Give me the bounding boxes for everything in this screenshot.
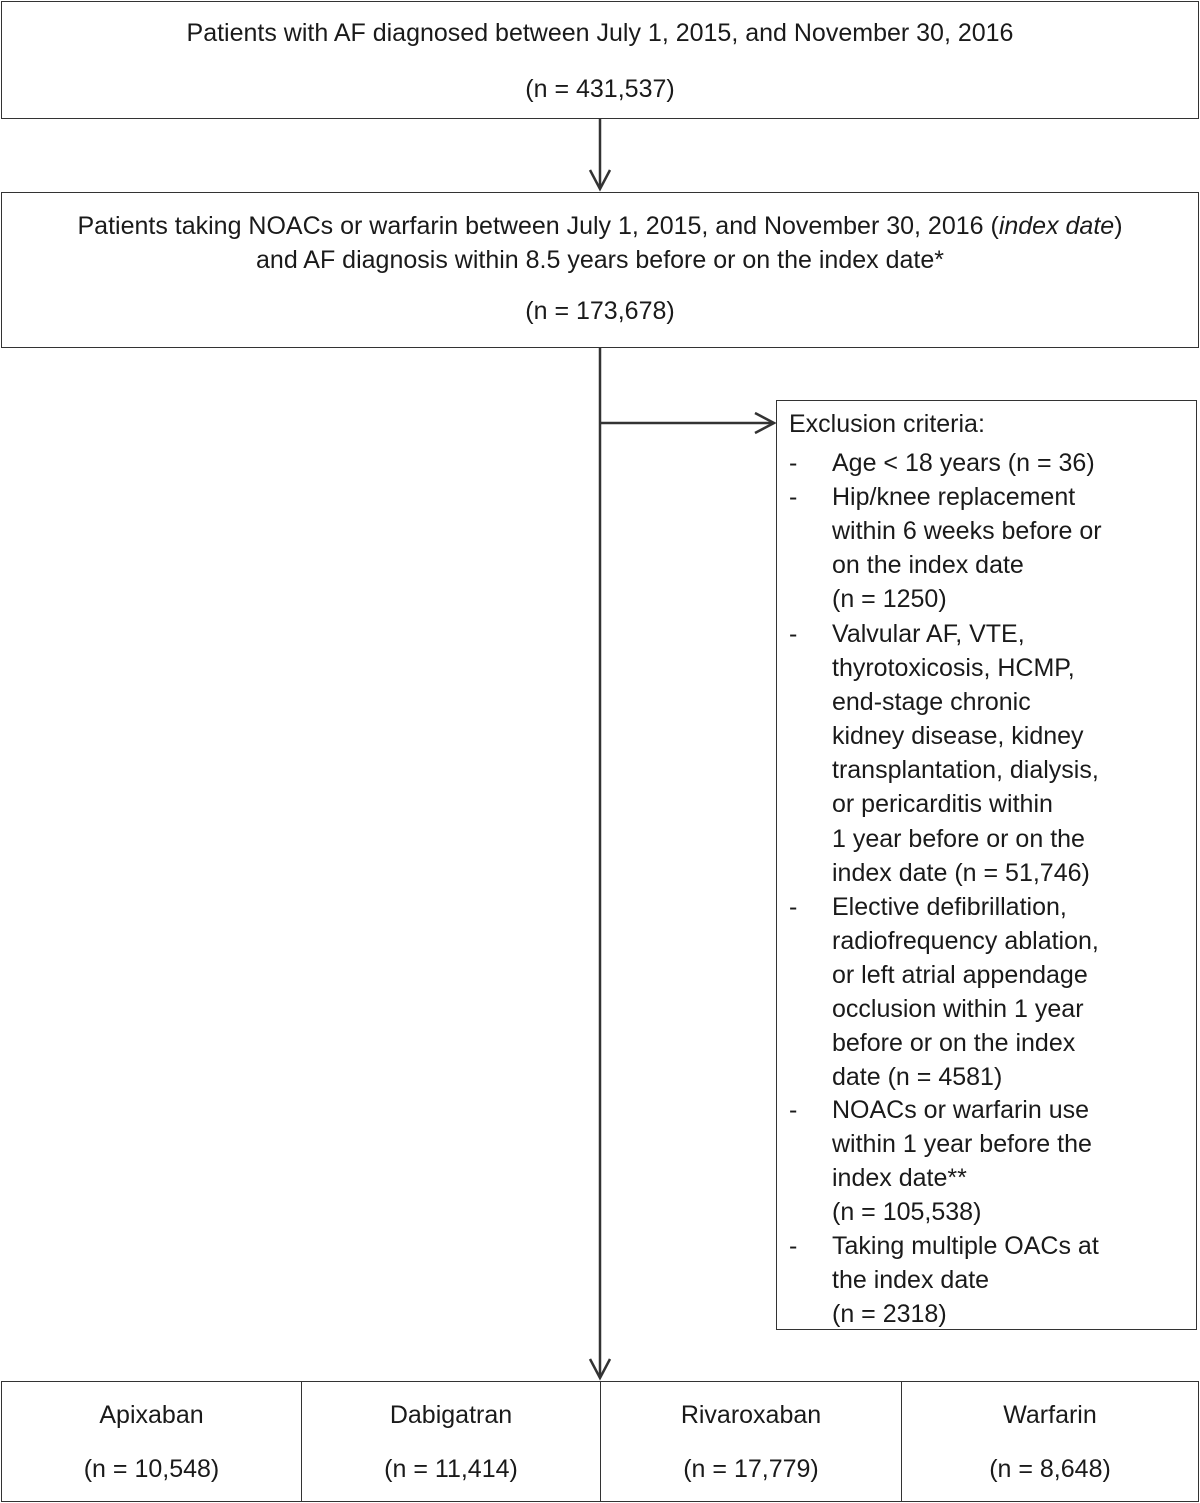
exclusion-line: index date** bbox=[832, 1164, 967, 1193]
exclusion-line: transplantation, dialysis, bbox=[832, 756, 1099, 785]
group-name: Apixaban bbox=[99, 1401, 204, 1429]
exclusion-line: thyrotoxicosis, HCMP, bbox=[832, 654, 1075, 683]
group-name: Rivaroxaban bbox=[680, 1401, 822, 1429]
exclusion-criteria-box bbox=[776, 400, 1197, 1330]
exclusion-bullet: - bbox=[789, 1096, 798, 1124]
arrowhead-groups bbox=[590, 1359, 610, 1378]
exclusion-item-text bbox=[832, 480, 1102, 616]
exclusion-item-text bbox=[832, 1229, 1099, 1331]
arrowhead-box2 bbox=[590, 170, 610, 189]
exclusion-line: within 6 weeks before or bbox=[832, 517, 1102, 546]
index-date-term: index date bbox=[998, 212, 1115, 240]
exclusion-line: on the index date bbox=[832, 551, 1024, 580]
anticoagulant-users-label-line2: and AF diagnosis within 8.5 years before or on the index date* bbox=[256, 246, 944, 274]
exclusion-line: Elective defibrillation, bbox=[832, 893, 1067, 921]
exclusion-line: NOACs or warfarin use bbox=[832, 1096, 1090, 1124]
initial-population-label: Patients with AF diagnosed between July 1, 2015, and November 30, 2016 bbox=[186, 19, 1014, 47]
exclusion-line: Valvular AF, VTE, bbox=[832, 620, 1025, 648]
group-count: (n = 11,414) bbox=[384, 1455, 518, 1483]
exclusion-bullet: - bbox=[789, 620, 798, 648]
initial-population-count: (n = 431,537) bbox=[525, 75, 675, 103]
exclusion-line: Hip/knee replacement bbox=[832, 483, 1076, 511]
group-rivaroxaban bbox=[601, 1382, 901, 1501]
exclusion-line: end-stage chronic bbox=[832, 688, 1031, 717]
group-name: Dabigatran bbox=[389, 1401, 513, 1429]
exclusion-bullet: - bbox=[789, 449, 798, 477]
exclusion-line: (n = 2318) bbox=[832, 1300, 947, 1329]
exclusion-item-text bbox=[832, 1093, 1092, 1229]
exclusion-line: (n = 105,538) bbox=[832, 1198, 982, 1227]
anticoagulant-users-label-part2: ) bbox=[1114, 212, 1123, 240]
treatment-groups-box bbox=[1, 1381, 1199, 1502]
group-count: (n = 10,548) bbox=[83, 1455, 220, 1483]
exclusion-item-text bbox=[832, 446, 1095, 480]
initial-population-box bbox=[1, 1, 1199, 119]
exclusion-bullet: - bbox=[789, 483, 798, 511]
exclusion-line: or pericarditis within bbox=[832, 790, 1053, 819]
exclusion-bullet: - bbox=[789, 893, 798, 921]
exclusion-line: or left atrial appendage bbox=[832, 961, 1088, 990]
exclusion-line: radiofrequency ablation, bbox=[832, 927, 1099, 956]
exclusion-line: before or on the index bbox=[832, 1029, 1076, 1058]
exclusion-line: Taking multiple OACs at bbox=[832, 1232, 1099, 1260]
group-count: (n = 8,648) bbox=[989, 1455, 1111, 1483]
exclusion-line: index date (n = 51,746) bbox=[832, 858, 1090, 887]
anticoagulant-users-label-line1 bbox=[2, 209, 1198, 243]
group-apixaban bbox=[2, 1382, 301, 1501]
exclusion-line: within 1 year before the bbox=[832, 1130, 1092, 1159]
exclusion-item-text bbox=[832, 617, 1099, 890]
group-warfarin bbox=[902, 1382, 1198, 1501]
exclusion-line: date (n = 4581) bbox=[832, 1063, 1003, 1092]
exclusion-item-text bbox=[832, 890, 1099, 1095]
exclusion-line: (n = 1250) bbox=[832, 585, 947, 614]
anticoagulant-users-label-part1: Patients taking NOACs or warfarin between July 1, 2015, and November 30, 2016 ( bbox=[77, 212, 999, 240]
arrowhead-exclusion bbox=[755, 413, 774, 433]
exclusion-criteria-title: Exclusion criteria: bbox=[789, 410, 985, 438]
group-count: (n = 17,779) bbox=[683, 1455, 819, 1483]
exclusion-line: 1 year before or on the bbox=[832, 824, 1085, 853]
group-name: Warfarin bbox=[1003, 1401, 1097, 1429]
exclusion-line: occlusion within 1 year bbox=[832, 995, 1084, 1024]
anticoagulant-users-count: (n = 173,678) bbox=[525, 297, 675, 325]
exclusion-line: Age < 18 years (n = 36) bbox=[832, 449, 1095, 477]
anticoagulant-users-box bbox=[1, 192, 1199, 348]
exclusion-bullet: - bbox=[789, 1232, 798, 1260]
exclusion-line: the index date bbox=[832, 1266, 990, 1295]
group-dabigatran bbox=[302, 1382, 600, 1501]
exclusion-line: kidney disease, kidney bbox=[832, 722, 1084, 751]
